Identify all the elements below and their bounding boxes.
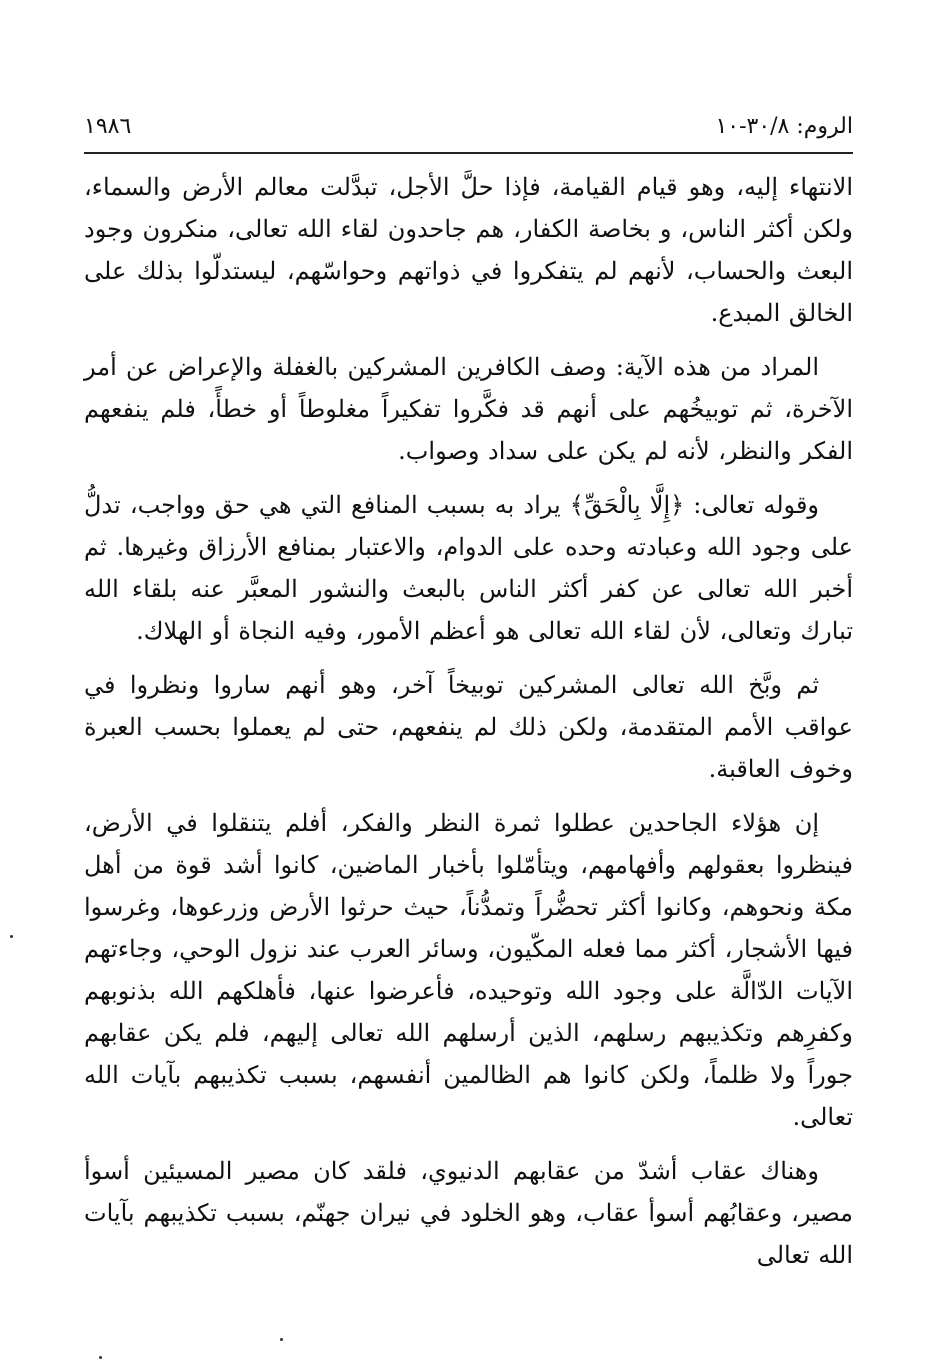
surah-reference: الروم: ٣٠/٨-١٠ [715, 114, 853, 139]
header-divider [84, 152, 853, 154]
paragraph-6: وهناك عقاب أشدّ من عقابهم الدنيوي، فلقد كان مصير المسيئين أسوأ مصير، وعقابُهم أسوأ عقاب، وهو الخلود في نيران جهنّم، بسبب تكذيبهم بآيات الله تعالى [84, 1157, 853, 1269]
paragraph-3: وقوله تعالى: ﴿إِلَّا بِالْحَقِّ﴾ يراد به بسبب المنافع التي هي حق وواجب، تدلُّ على وجود الله وعبادته وحده على الدوام، والاعتبار بمنافع الأرزاق وغيرها. ثم أخبر الله تعالى عن كفر أكثر الناس بالبعث والنشور المعبَّر عنه بلقاء الله تبارك وتعالى، لأن لقاء الله تعالى هو أعظم الأمور، وفيه النجاة أو الهلاك. [84, 491, 853, 645]
paragraph-1: الانتهاء إليه، وهو قيام القيامة، فإذا حلَّ الأجل، تبدَّلت معالم الأرض والسماء، ولكن أكثر الناس، و بخاصة الكفار، هم جاحدون لقاء الله تعالى، منكرون وجود البعث والحساب، لأنهم لم يتفكروا في ذواتهم وحواسّهم، ليستدلّوا بذلك على الخالق المبدع. [84, 173, 853, 327]
scan-speck [10, 935, 13, 938]
page-body [84, 166, 853, 1288]
scan-speck [280, 1338, 283, 1341]
paragraph-5: إن هؤلاء الجاحدين عطلوا ثمرة النظر والفكر، أفلم يتنقلوا في الأرض، فينظروا بعقولهم وأفهامهم، ويتأمّلوا بأخبار الماضين، كانوا أشد قوة من أهل مكة ونحوهم، وكانوا أكثر تحضُّراً وتمدُّناً، حيث حرثوا الأرض وزرعوها، وغرسوا فيها الأشجار، أكثر مما فعله المكّيون، وسائر العرب عند نزول الوحي، وجاءتهم الآيات الدّالَّة على وجود الله وتوحيده، فأعرضوا عنها، فأهلكهم الله بذنوبهم وكفرِهم وتكذيبهم رسلهم، الذين أرسلهم الله تعالى إليهم، فلم يكن عقابهم جوراً ولا ظلماً، ولكن كانوا هم الظالمين أنفسهم، بسبب تكذيبهم بآيات الله تعالى. [84, 809, 853, 1131]
page-number: ١٩٨٦ [84, 114, 132, 139]
page-header [84, 108, 853, 146]
paragraph-4: ثم وبَّخ الله تعالى المشركين توبيخاً آخر، وهو أنهم ساروا ونظروا في عواقب الأمم المتقدمة، ولكن ذلك لم ينفعهم، حتى لم يعملوا بحسب العبرة وخوف العاقبة. [84, 671, 853, 783]
paragraph-2: المراد من هذه الآية: وصف الكافرين المشركين بالغفلة والإعراض عن أمر الآخرة، ثم توبيخُهم على أنهم قد فكَّروا تفكيراً مغلوطاً أو خطأً، فلم ينفعهم الفكر والنظر، لأنه لم يكن على سداد وصواب. [84, 353, 853, 465]
scan-speck [99, 1356, 102, 1359]
